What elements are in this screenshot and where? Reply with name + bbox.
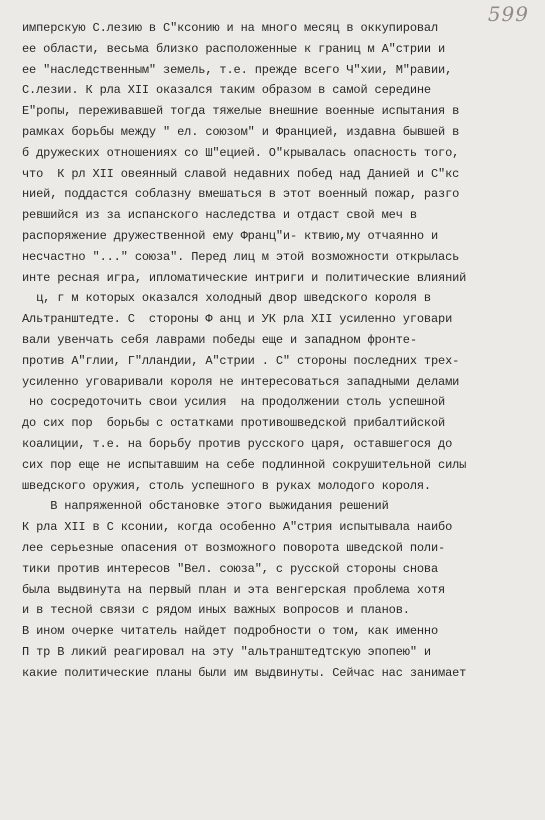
- text-line: нией, поддастся соблазну вмешаться в этот военный пожар, разго: [22, 187, 460, 202]
- text-line: В напряженной обстановке этого выжидания решений: [22, 499, 389, 514]
- text-line: вали увенчать себя лаврами победы еще и западном фронте-: [22, 332, 417, 347]
- text-line: ее "наследственным" земель, т.е. прежде всего Ч"хии, М"равии,: [22, 62, 453, 77]
- typed-text-body: [22, 18, 532, 684]
- text-line: Е"ропы, переживавшей тогда тяжелые внешние военные испытания в: [22, 104, 460, 119]
- text-line: ее области, весьма близко расположенные к границ м А"стрии и: [22, 41, 446, 56]
- text-line: несчастно "..." союза". Перед лиц м этой возможности открылась: [22, 249, 460, 264]
- text-line: была выдвинута на первый план и эта венгерская проблема хотя: [22, 582, 446, 597]
- text-line: П тр В ликий реагировал на эту "альтранштедтскую эпопею" и: [22, 644, 431, 659]
- text-line: против А"глии, Г"лландии, А"стрии . С" стороны последних трех-: [22, 353, 460, 368]
- text-line: имперскую С.лезию в С"ксонию и на много месяц в оккупировал: [22, 21, 439, 35]
- text-line: С.лезии. К рла XII оказался таким образом в самой середине: [22, 83, 431, 98]
- text-line: шведского оружия, столь успешного в руках молодого короля.: [22, 478, 431, 493]
- text-line: В ином очерке читатель найдет подробности о том, как именно: [22, 624, 439, 639]
- text-line: коалиции, т.е. на борьбу против русского царя, оставшегося до: [22, 436, 453, 451]
- text-line: сих пор еще не испытавшим на себе подлинной сокрушительной силы: [22, 457, 467, 472]
- text-line: лее серьезные опасения от возможного поворота шведской поли-: [22, 540, 446, 555]
- text-line: но сосредоточить свои усилия на продолжении столь успешной: [22, 395, 446, 410]
- text-line: К рла XII в С ксонии, когда особенно А"стрия испытывала наибо: [22, 520, 453, 535]
- text-line: рамках борьбы между " ел. союзом" и Францией, издавна бывшей в: [22, 124, 460, 139]
- text-line: какие политические планы были им выдвинуты. Сейчас нас занимает: [22, 665, 467, 680]
- text-line: что К рл XII овеянный славой недавних побед над Данией и С"кс: [22, 166, 460, 181]
- text-line: тики против интересов "Вел. союза", с русской стороны снова: [22, 561, 439, 576]
- text-line: ревшийся из за испанского наследства и отдаст свой меч в: [22, 208, 417, 223]
- text-line: до сих пор борьбы с остатками противошведской прибалтийской: [22, 416, 446, 431]
- text-line: ц, г м которых оказался холодный двор шведского короля в: [22, 291, 431, 306]
- text-line: усиленно уговаривали короля не интересоваться западными делами: [22, 374, 460, 389]
- text-line: распоряжение дружественной ему Франц"и- ктвию,му отчаянно и: [22, 228, 439, 243]
- page-number: 599: [487, 2, 529, 26]
- text-line: б дружеских отношениях со Ш"ецией. О"крывалась опасность того,: [22, 145, 460, 160]
- text-line: инте ресная игра, ипломатические интриги и политические влияний: [22, 270, 467, 285]
- text-line: и в тесной связи с рядом иных важных вопросов и планов.: [22, 603, 410, 618]
- text-line: Альтранштедте. С стороны Ф анц и УК рла XII усиленно уговари: [22, 312, 453, 327]
